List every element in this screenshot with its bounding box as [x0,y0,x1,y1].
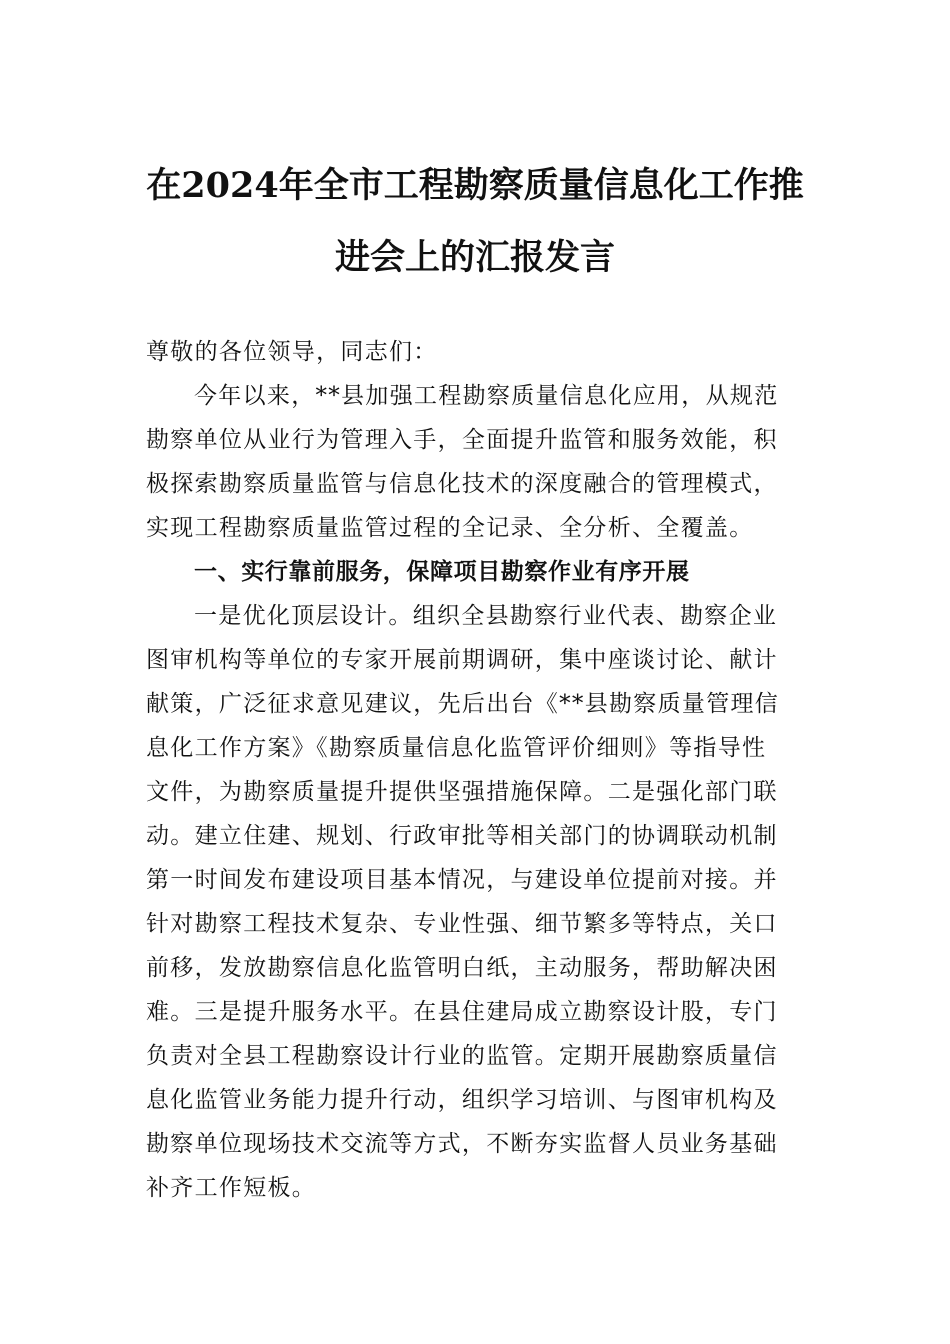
section-paragraph-line: 献策，广泛征求意见建议，先后出台《**县勘察质量管理信 [146,691,780,717]
section-paragraph-line: 息化监管业务能力提升行动，组织学习培训、与图审机构及 [146,1087,778,1113]
intro-paragraph-line: 实现工程勘察质量监管过程的全记录、全分析、全覆盖。 [146,515,754,541]
section-paragraph-line: 负责对全县工程勘察设计行业的监管。定期开展勘察质量信 [146,1043,778,1069]
section-paragraph-line: 针对勘察工程技术复杂、专业性强、细节繁多等特点，关口 [146,911,778,937]
section-paragraph-line: 息化工作方案》《勘察质量信息化监管评价细则》等指导性 [146,735,767,761]
section-paragraph-line: 一是优化顶层设计。组织全县勘察行业代表、勘察企业 [194,603,778,629]
intro-paragraph-line: 极探索勘察质量监管与信息化技术的深度融合的管理模式， [146,471,778,497]
section-paragraph-line: 补齐工作短板。 [146,1175,317,1201]
document-title-line-1: 在2024年全市工程勘察质量信息化工作推 [146,165,804,206]
document-title-line-2: 进会上的汇报发言 [334,237,615,278]
section-heading: 一、实行靠前服务，保障项目勘察作业有序开展 [194,559,690,585]
section-paragraph-line: 难。三是提升服务水平。在县住建局成立勘察设计股，专门 [146,999,778,1025]
section-paragraph-line: 图审机构等单位的专家开展前期调研，集中座谈讨论、献计 [146,647,778,673]
intro-paragraph-line: 勘察单位从业行为管理入手，全面提升监管和服务效能，积 [146,427,778,453]
salutation: 尊敬的各位领导，同志们： [146,339,438,365]
intro-paragraph-line: 今年以来，**县加强工程勘察质量信息化应用，从规范 [194,383,779,409]
section-paragraph-line: 第一时间发布建设项目基本情况，与建设单位提前对接。并 [146,867,778,893]
section-paragraph-line: 文件，为勘察质量提升提供坚强措施保障。二是强化部门联 [146,779,778,805]
section-paragraph-line: 动。建立住建、规划、行政审批等相关部门的协调联动机制 [146,823,778,849]
section-paragraph-line: 勘察单位现场技术交流等方式，不断夯实监督人员业务基础 [146,1131,778,1157]
document-body [146,330,811,1210]
section-paragraph-line: 前移，发放勘察信息化监管明白纸，主动服务，帮助解决困 [146,955,778,981]
